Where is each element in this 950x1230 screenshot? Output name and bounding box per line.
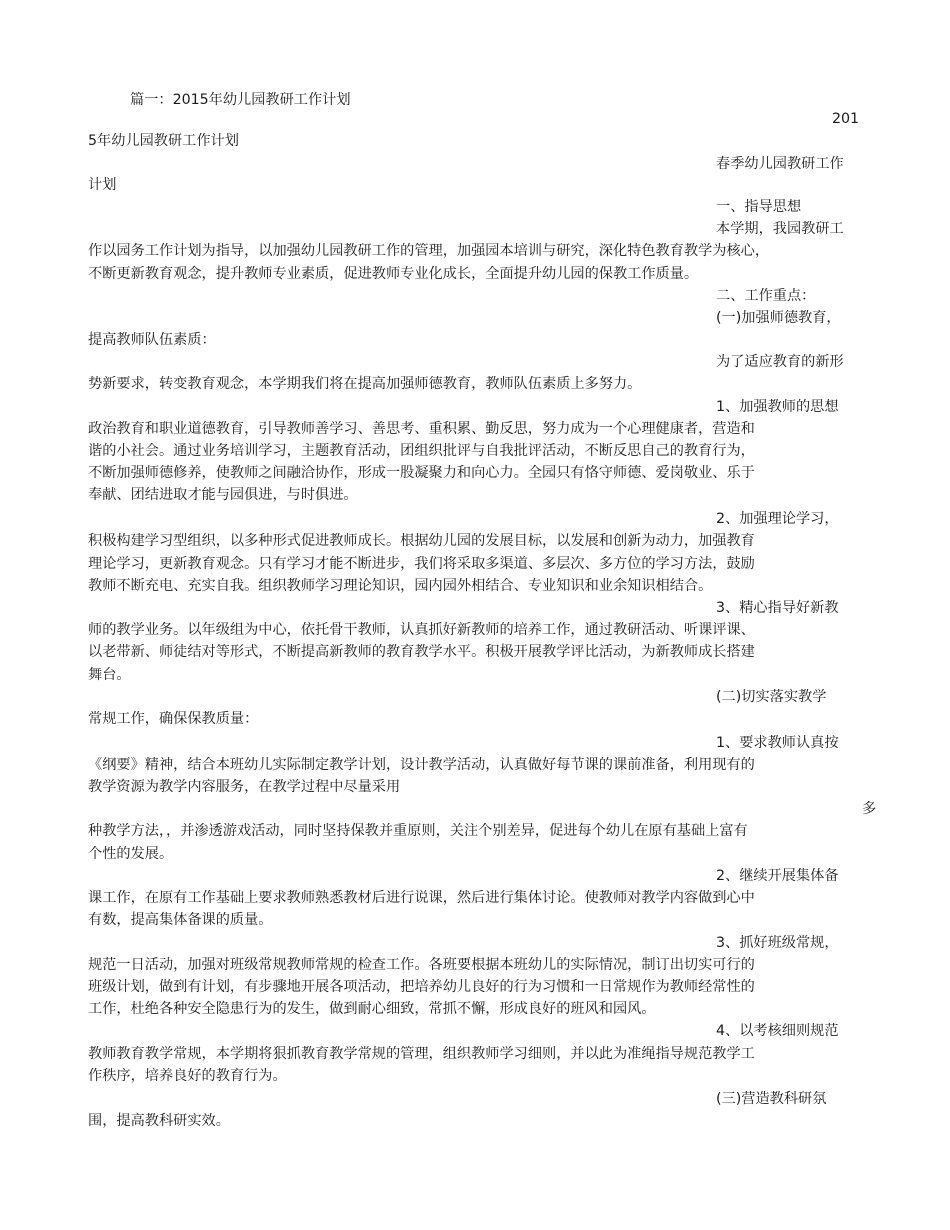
text-line: 计划 <box>88 177 117 193</box>
text-line: 班级计划，做到有计划，有步骤地开展各项活动，把培养幼儿良好的行为习惯和一日常规作为教师经常性的 <box>88 979 755 995</box>
text-line: 多 <box>862 801 877 817</box>
text-line: 种教学方法，，并渗透游戏活动，同时坚持保教并重原则，关注个别差异，促进每个幼儿在原有基础上富有 <box>88 823 748 839</box>
text-line: 作以园务工作计划为指导，以加强幼儿园教研工作的管理，加强园本培训与研究，深化特色教育教学为核心， <box>88 243 770 259</box>
text-line: 积极构建学习型组织，以多种形式促进教师成长。根据幼儿园的发展目标，以发展和创新为动力，加强教育 <box>88 533 755 549</box>
text-line: 5年幼儿园教研工作计划 <box>88 133 239 149</box>
text-line: 201 <box>832 111 860 127</box>
text-line: 教学资源为教学内容服务，在教学过程中尽量采用 <box>88 779 401 795</box>
text-line: 《纲要》精神，结合本班幼儿实际制定教学计划，设计教学活动，认真做好每节课的课前准备，利用现有的 <box>88 757 755 773</box>
text-line: 政治教育和职业道德教育，引导教师善学习、善思考、重积累、勤反思，努力成为一个心理健康者，营造和 <box>88 421 755 437</box>
text-line: 谐的小社会。通过业务培训学习，主题教育活动，团组织批评与自我批评活动，不断反思自己的教育行为， <box>88 443 755 459</box>
text-line: 不断更新教育观念，提升教师专业素质，促进教师专业化成长，全面提升幼儿园的保教工作质量。 <box>88 266 699 282</box>
text-line: 舞台。 <box>88 667 131 683</box>
text-line: 2、继续开展集体备 <box>716 868 839 884</box>
text-line: 师的教学业务。以年级组为中心，依托骨干教师，认真抓好新教师的培养工作，通过教研活动、听课评课、 <box>88 622 755 638</box>
text-line: 3、精心指导好新教 <box>716 600 839 616</box>
text-line: 不断加强师德修养，使教师之间融洽协作，形成一股凝聚力和向心力。全园只有恪守师德、爱岗敬业、乐于 <box>88 465 755 481</box>
text-line: 教师不断充电、充实自我。组织教师学习理论知识，园内园外相结合、专业知识和业余知识相结合。 <box>88 578 713 594</box>
text-line: 围，提高教科研实效。 <box>88 1113 230 1129</box>
text-line: 作秩序，培养良好的教育行为。 <box>88 1068 287 1084</box>
text-line: 理论学习，更新教育观念。只有学习才能不断进步，我们将采取多渠道、多层次、多方位的学习方法，鼓励 <box>88 556 755 572</box>
text-line: 3、抓好班级常规， <box>716 935 839 951</box>
text-line: 势新要求，转变教育观念，本学期我们将在提高加强师德教育，教师队伍素质上多努力。 <box>88 376 642 392</box>
text-line: 奉献、团结进取才能与园俱进，与时俱进。 <box>88 487 358 503</box>
document-title: 篇一：2015年幼儿园教研工作计划 <box>130 92 351 108</box>
subsection-heading: (三)营造教科研氛 <box>716 1091 827 1107</box>
subsection-heading: (二)切实落实教学 <box>716 689 827 705</box>
text-line: 常规工作，确保保教质量： <box>88 711 259 727</box>
text-line: 为了适应教育的新形 <box>716 354 844 370</box>
text-line: 1、要求教师认真按 <box>716 735 839 751</box>
subsection-heading: (一)加强师德教育， <box>716 310 841 326</box>
text-line: 本学期，我园教研工 <box>716 221 844 237</box>
text-line: 2、加强理论学习， <box>716 511 839 527</box>
text-line: 1、加强教师的思想 <box>716 399 839 415</box>
text-line: 提高教师队伍素质： <box>88 332 216 348</box>
text-line: 春季幼儿园教研工作 <box>716 156 844 172</box>
section-heading: 一、指导思想 <box>716 199 802 215</box>
text-line: 个性的发展。 <box>88 846 174 862</box>
text-line: 课工作，在原有工作基础上要求教师熟悉教材后进行说课，然后进行集体讨论。使教师对教学内容做到心中 <box>88 890 755 906</box>
text-line: 工作，杜绝各种安全隐患行为的发生，做到耐心细致，常抓不懈，形成良好的班风和园风。 <box>88 1001 656 1017</box>
text-line: 规范一日活动，加强对班级常规教师常规的检查工作。各班要根据本班幼儿的实际情况，制订出切实可行的 <box>88 957 755 973</box>
text-line: 以老带新、师徒结对等形式，不断提高新教师的教育教学水平。积极开展教学评比活动，为新教师成长搭建 <box>88 644 755 660</box>
section-heading: 二、工作重点： <box>716 288 816 304</box>
text-line: 有数，提高集体备课的质量。 <box>88 912 273 928</box>
text-line: 4、以考核细则规范 <box>716 1023 839 1039</box>
text-line: 教师教育教学常规，本学期将狠抓教育教学常规的管理，组织教师学习细则，并以此为准绳指导规范教学工 <box>88 1046 755 1062</box>
